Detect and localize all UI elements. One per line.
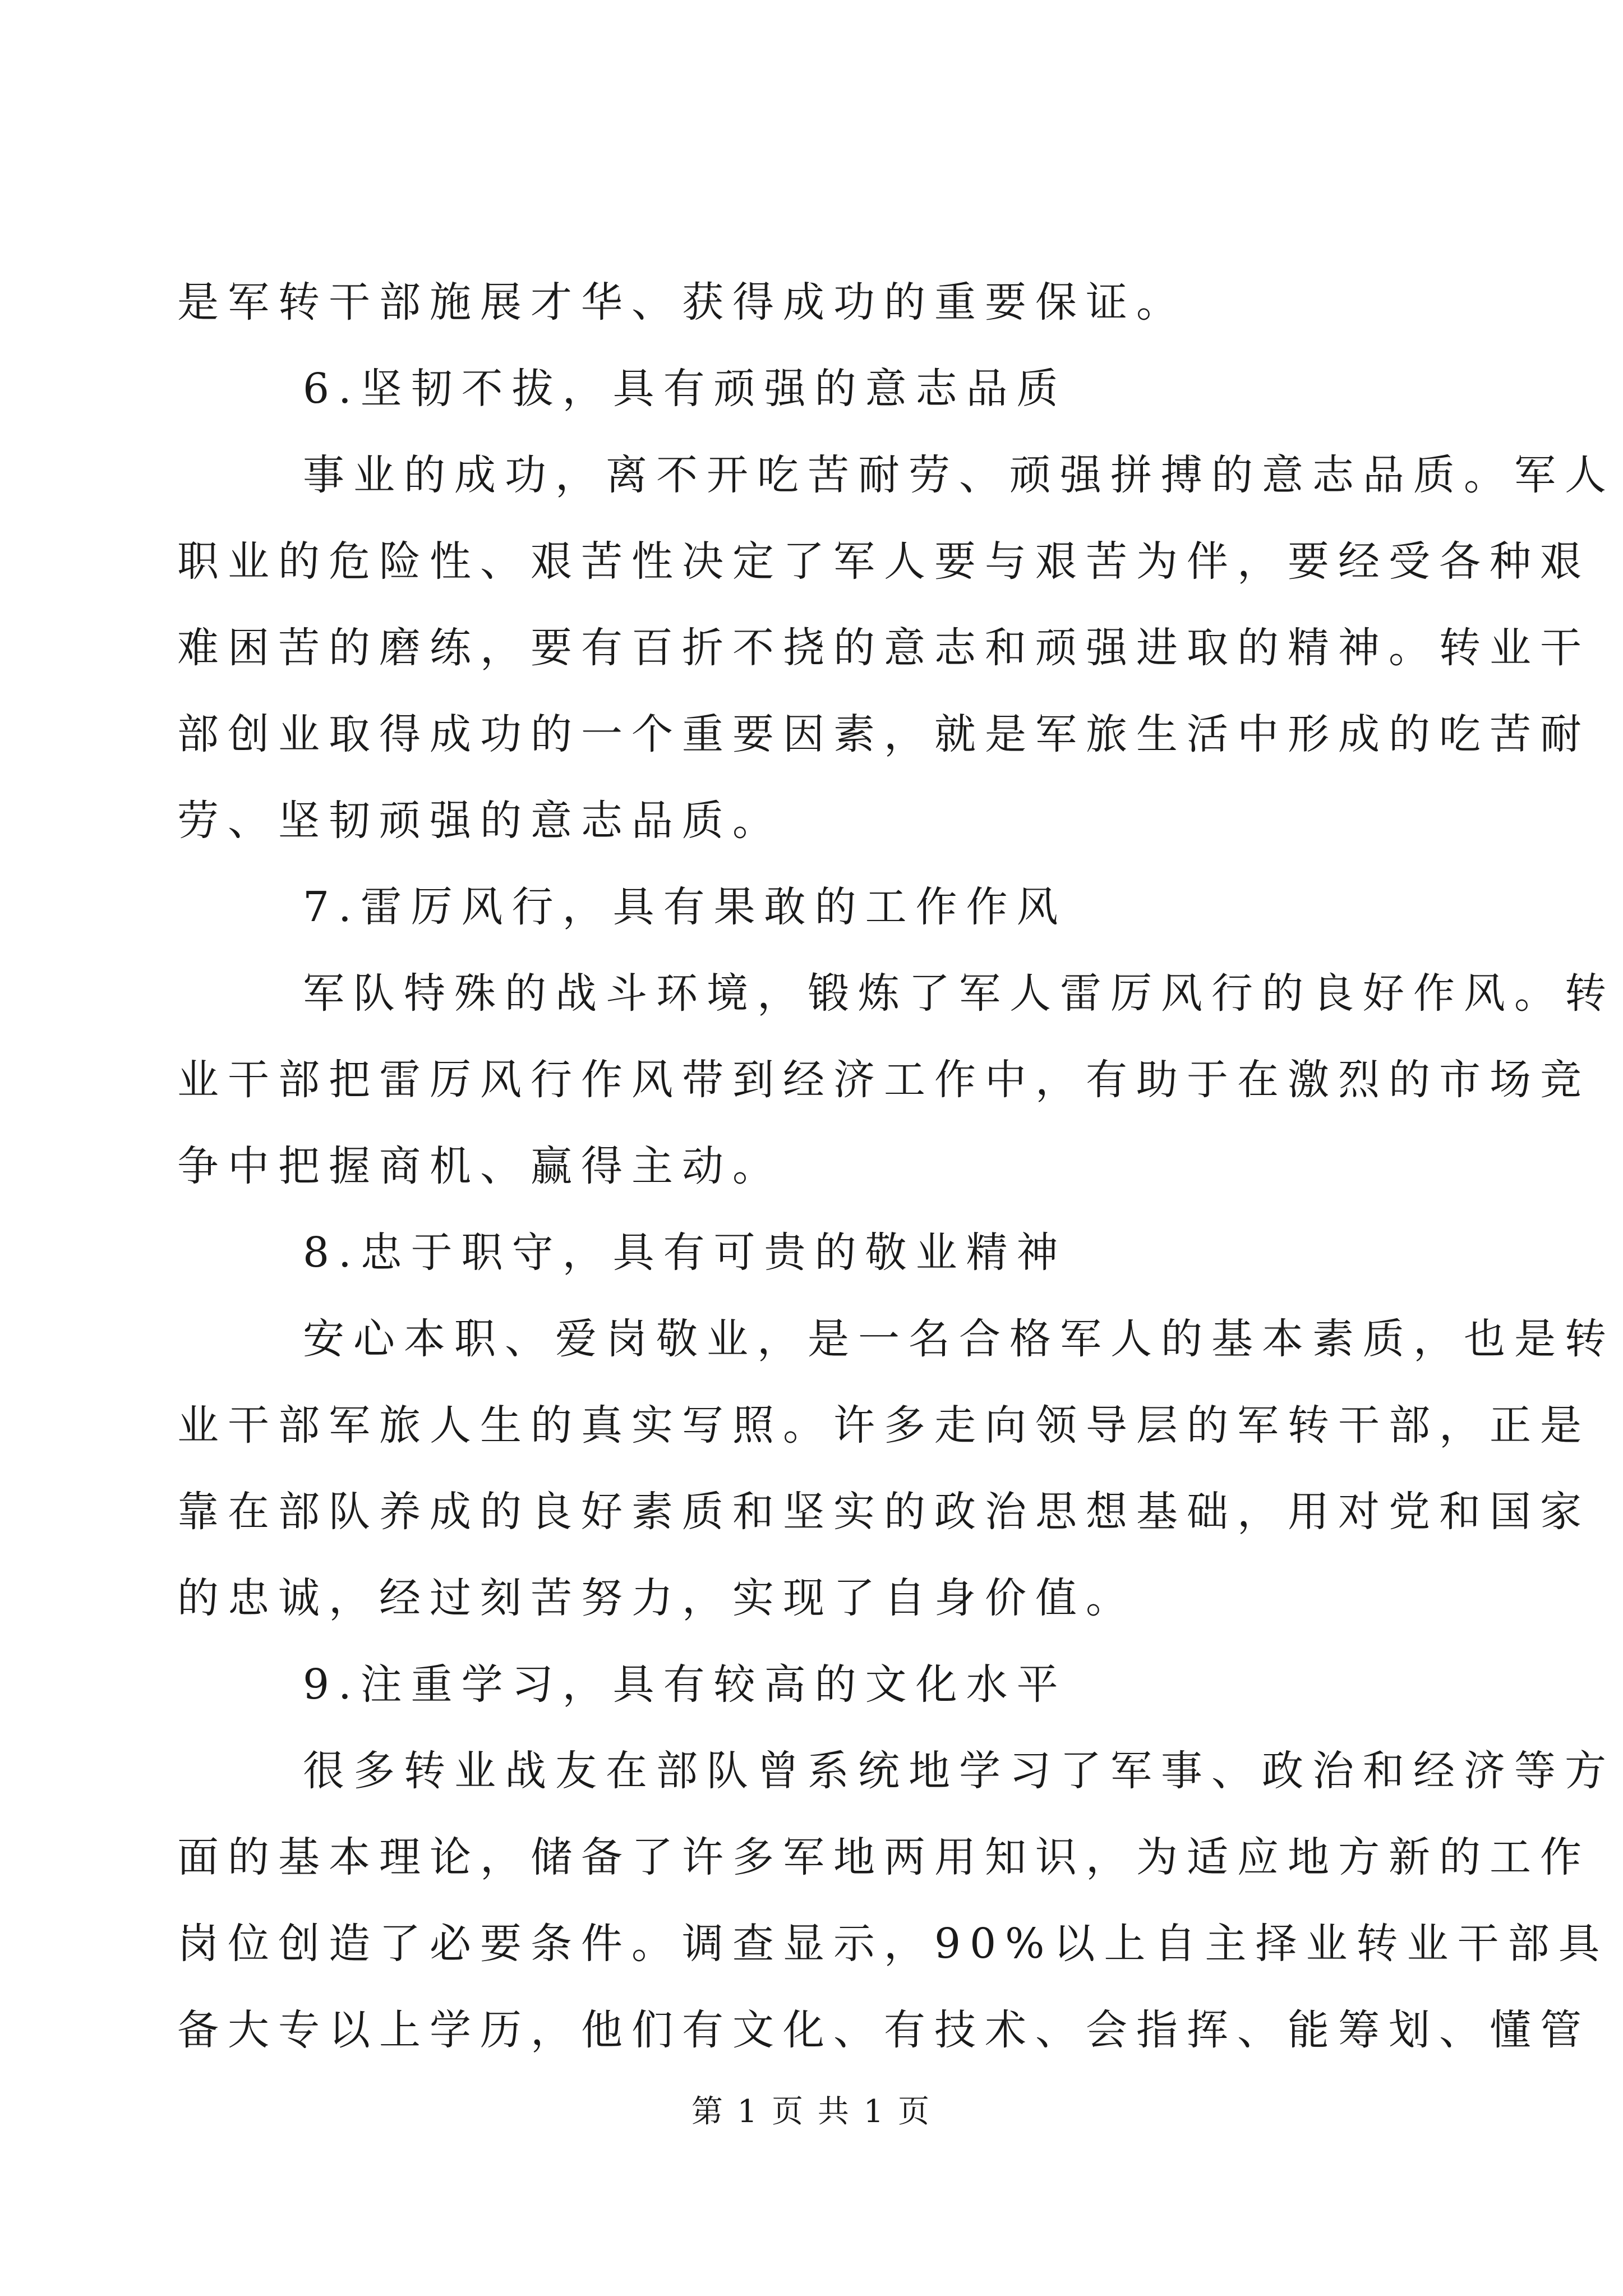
text-line: 事业的成功，离不开吃苦耐劳、顽强拼搏的意志品质。军人 bbox=[303, 451, 1615, 499]
text-line: 部创业取得成功的一个重要因素，就是军旅生活中形成的吃苦耐 bbox=[177, 710, 1590, 758]
text-line: 的忠诚，经过刻苦努力，实现了自身价值。 bbox=[177, 1574, 1136, 1622]
text-line: 8.忠于职守，具有可贵的敬业精神 bbox=[303, 1228, 1067, 1277]
page-footer: 第 1 页 共 1 页 bbox=[691, 2093, 932, 2130]
text-line: 业干部军旅人生的真实写照。许多走向领导层的军转干部，正是 bbox=[177, 1401, 1590, 1450]
text-line: 备大专以上学历，他们有文化、有技术、会指挥、能筹划、懂管 bbox=[177, 2006, 1590, 2054]
text-line: 劳、坚韧顽强的意志品质。 bbox=[177, 797, 783, 845]
text-line: 7.雷厉风行，具有果敢的工作作风 bbox=[303, 883, 1067, 931]
text-line: 岗位创造了必要条件。调查显示，90%以上自主择业转业干部具 bbox=[177, 1920, 1609, 1968]
text-line: 很多转业战友在部队曾系统地学习了军事、政治和经济等方 bbox=[303, 1747, 1615, 1795]
text-line: 靠在部队养成的良好素质和坚实的政治思想基础，用对党和国家 bbox=[177, 1488, 1590, 1536]
text-line: 业干部把雷厉风行作风带到经济工作中，有助于在激烈的市场竞 bbox=[177, 1056, 1590, 1104]
text-line: 9.注重学习，具有较高的文化水平 bbox=[303, 1660, 1067, 1709]
text-line: 6.坚韧不拔，具有顽强的意志品质 bbox=[303, 365, 1067, 413]
document-body bbox=[177, 259, 1615, 2073]
text-line: 是军转干部施展才华、获得成功的重要保证。 bbox=[177, 278, 1187, 326]
text-line: 面的基本理论，储备了许多军地两用知识，为适应地方新的工作 bbox=[177, 1833, 1590, 1881]
text-line: 安心本职、爱岗敬业，是一名合格军人的基本素质，也是转 bbox=[303, 1315, 1615, 1363]
text-line: 争中把握商机、赢得主动。 bbox=[177, 1142, 783, 1190]
text-line: 难困苦的磨练，要有百折不挠的意志和顽强进取的精神。转业干 bbox=[177, 624, 1590, 672]
text-line: 军队特殊的战斗环境，锻炼了军人雷厉风行的良好作风。转 bbox=[303, 969, 1615, 1018]
text-line: 职业的危险性、艰苦性决定了军人要与艰苦为伴，要经受各种艰 bbox=[177, 537, 1590, 586]
